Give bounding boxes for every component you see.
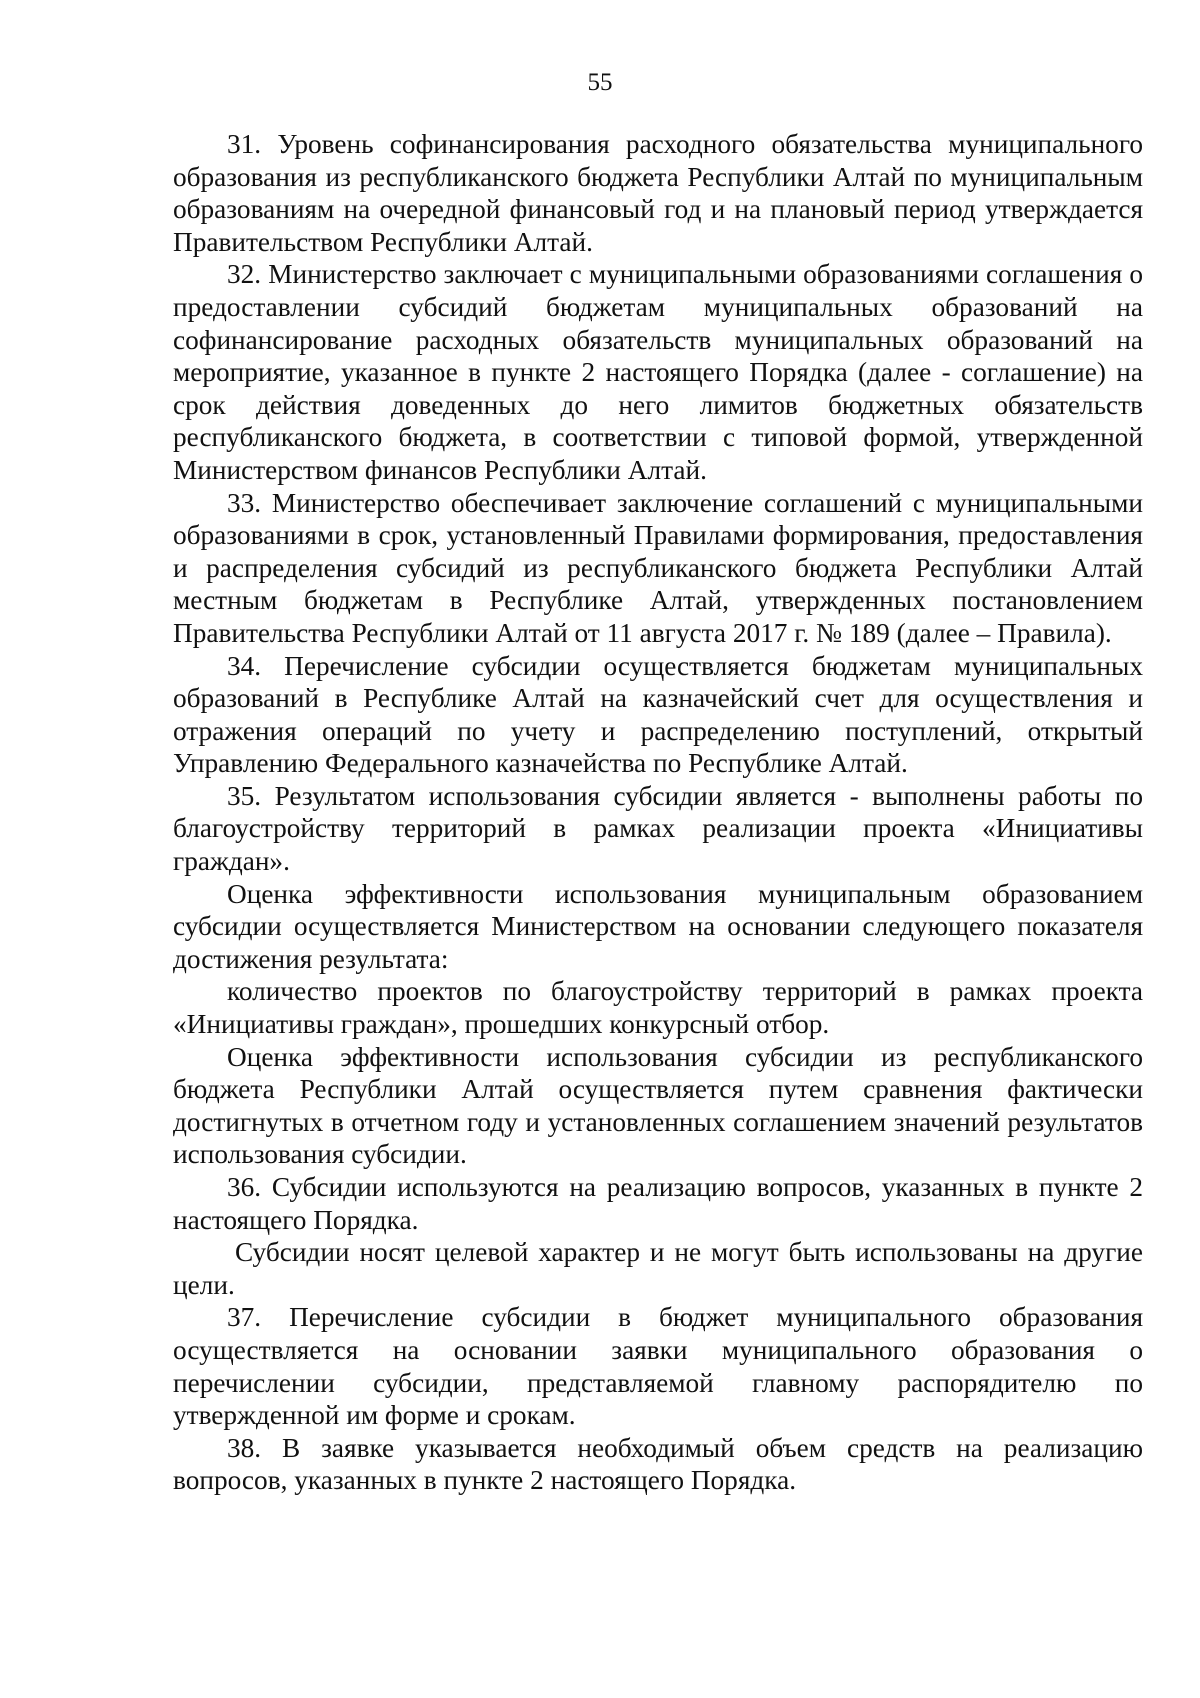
- paragraph-37: 37. Перечисление субсидии в бюджет муниципального образования осуществляется на основании заявки муниципального образования о перечислении субсидии, представляемой главному распорядителю по утвержденной им форме и срокам.: [173, 1302, 1143, 1431]
- paragraph-35-indicator: количество проектов по благоустройству территорий в рамках проекта «Инициативы граждан», прошедших конкурсный отбор.: [173, 976, 1143, 1040]
- paragraph-34: 34. Перечисление субсидии осуществляется бюджетам муниципальных образований в Республике Алтай на казначейский счет для осуществления и отражения операций по учету и распределению поступлений, открытый Управлению Федерального казначейства по Республике Алтай.: [173, 650, 1143, 779]
- paragraph-35: 35. Результатом использования субсидии является - выполнены работы по благоустройству территорий в рамках реализации проекта «Инициативы граждан».: [173, 780, 1143, 877]
- paragraph-38: 38. В заявке указывается необходимый объем средств на реализацию вопросов, указанных в пункте 2 настоящего Порядка.: [173, 1432, 1143, 1496]
- paragraph-31: 31. Уровень софинансирования расходного обязательства муниципального образования из республиканского бюджета Республики Алтай по муниципальным образованиям на очередной финансовый год и на плановый период утверждается Правительством Республики Алтай.: [173, 129, 1143, 257]
- paragraph-35-comparison: Оценка эффективности использования субсидии из республиканского бюджета Республики Алтай осуществляется путем сравнения фактически достигнутых в отчетном году и установленных соглашением значений результатов использования субсидии.: [173, 1041, 1143, 1170]
- paragraph-36-purpose: Субсидии носят целевой характер и не могут быть использованы на другие цели.: [173, 1237, 1143, 1300]
- paragraph-32: 32. Министерство заключает с муниципальными образованиями соглашения о предоставлении субсидий бюджетам муниципальных образований на софинансирование расходных обязательств муниципальных образований на мероприятие, указанное в пункте 2 настоящего Порядка (далее - соглашение) на срок действия доведенных до него лимитов бюджетных обязательств республиканского бюджета, в соответствии с типовой формой, утвержденной Министерством финансов Республики Алтай.: [173, 259, 1143, 485]
- paragraph-36: 36. Субсидии используются на реализацию вопросов, указанных в пункте 2 настоящего Порядка.: [173, 1172, 1143, 1235]
- document-body: [173, 128, 1143, 1497]
- page-number: 55: [587, 69, 613, 96]
- paragraph-33: 33. Министерство обеспечивает заключение соглашений с муниципальными образованиями в срок, установленный Правилами формирования, предоставления и распределения субсидий из республиканского бюджета Республики Алтай местным бюджетам в Республике Алтай, утвержденных постановлением Правительства Республики Алтай от 11 августа 2017 г. № 189 (далее – Правила).: [173, 487, 1143, 648]
- paragraph-35-evaluation: Оценка эффективности использования муниципальным образованием субсидии осуществляется Министерством на основании следующего показателя достижения результата:: [173, 878, 1143, 974]
